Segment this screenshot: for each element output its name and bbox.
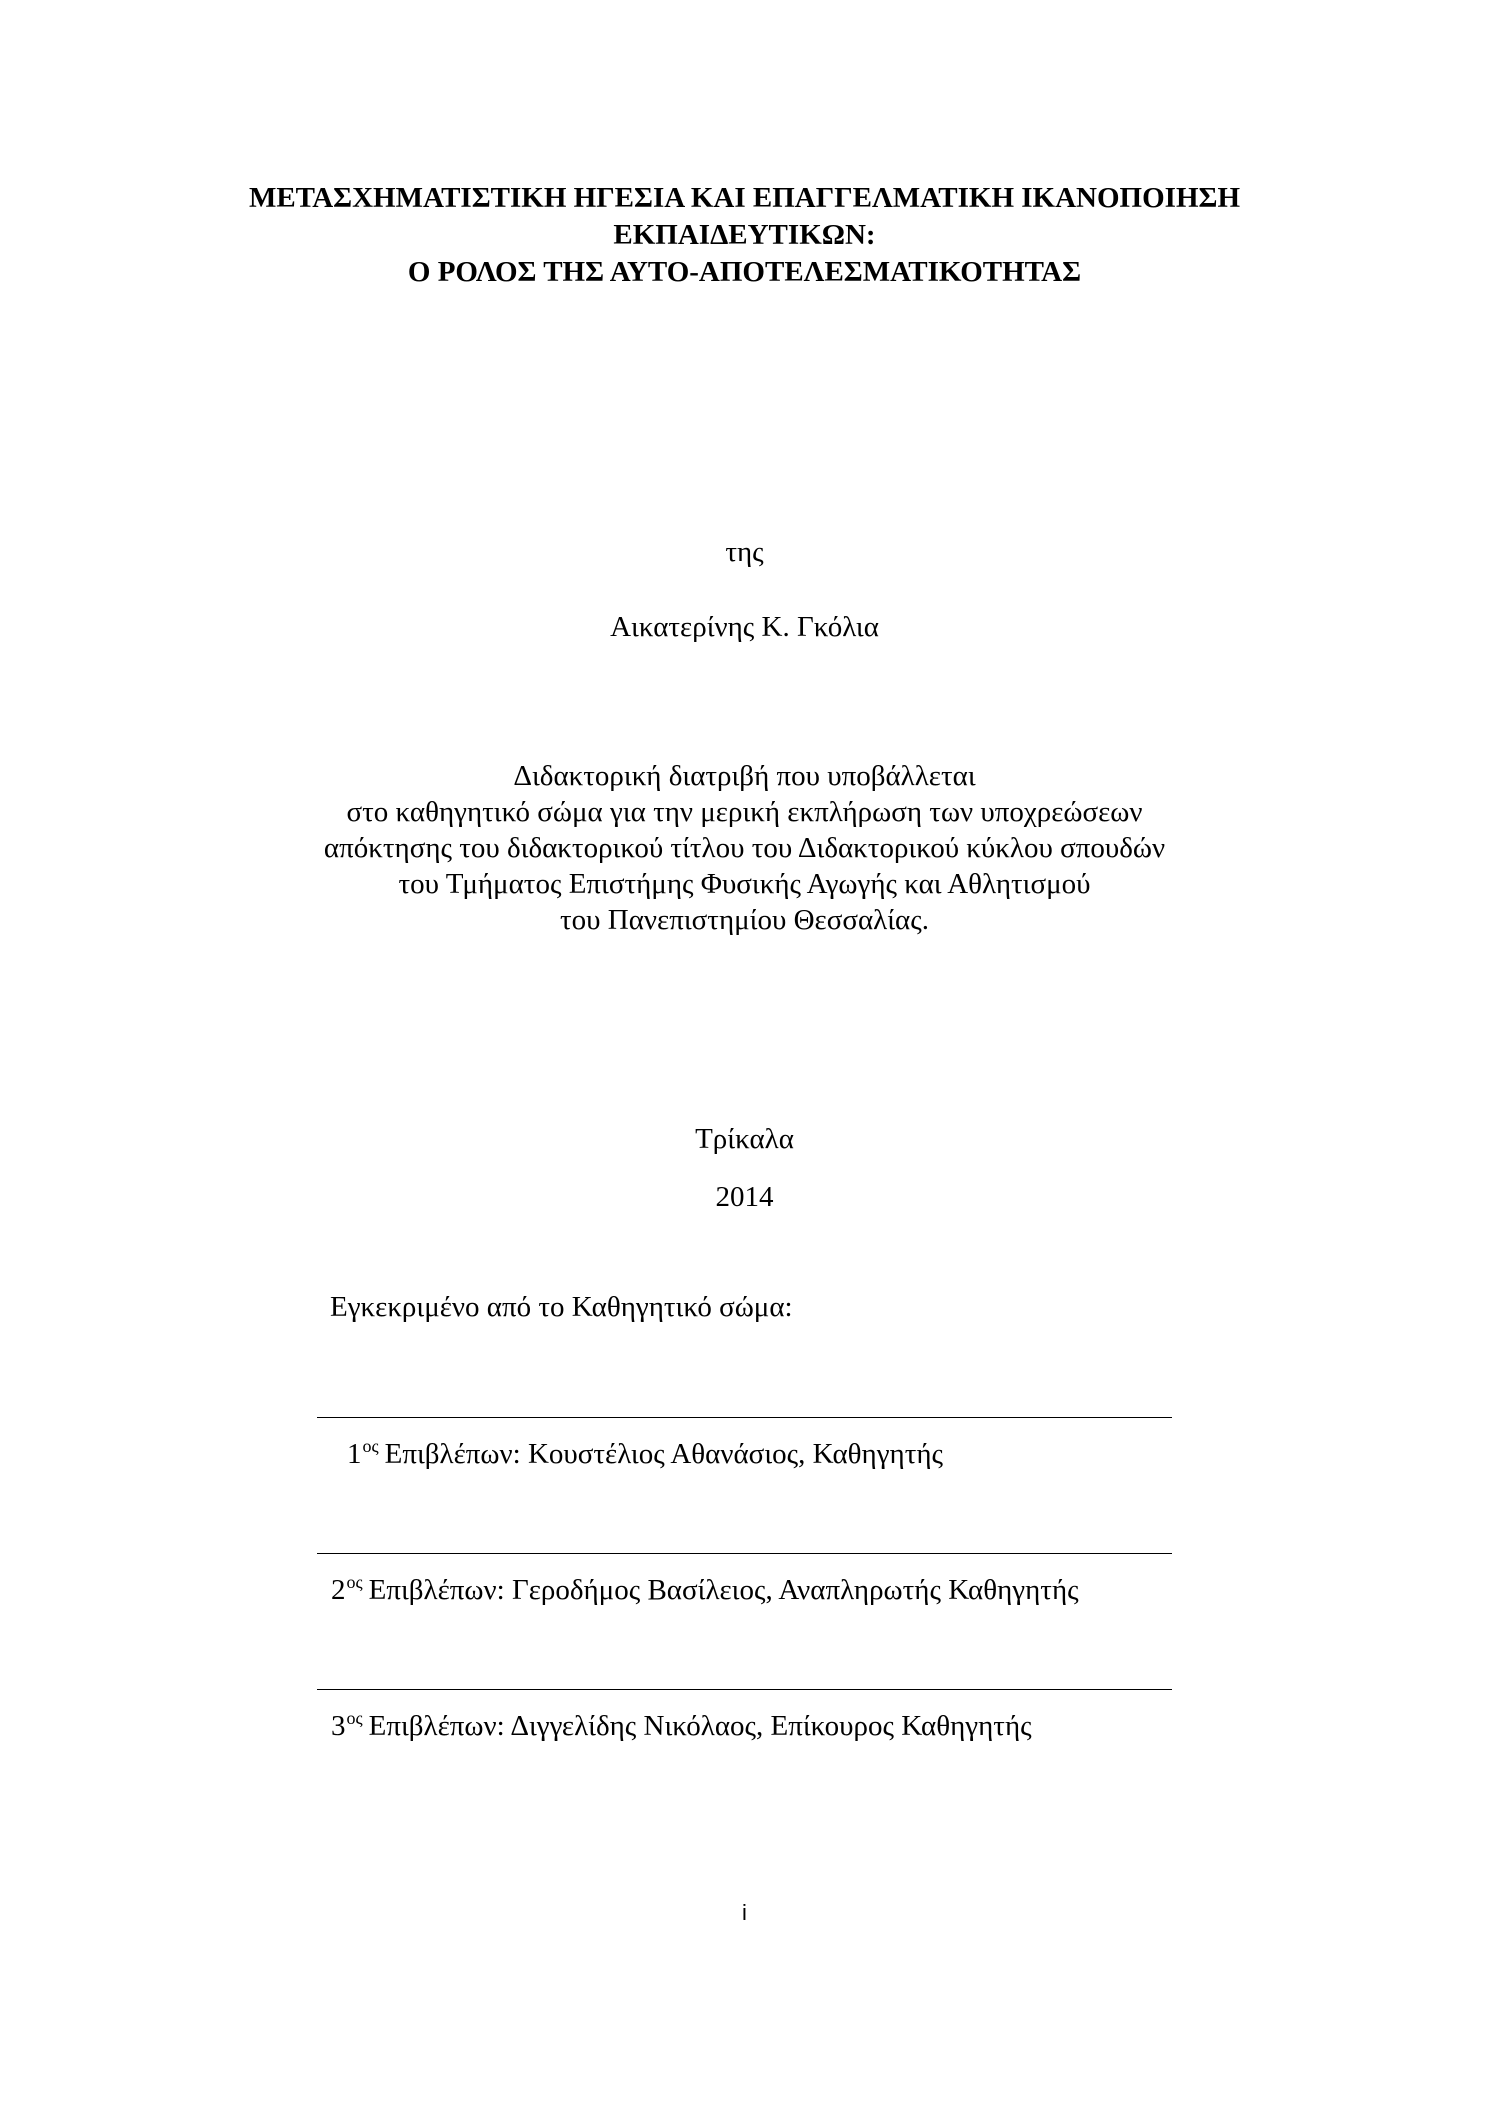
approved-by-label: Εγκεκριμένο από το Καθηγητικό σώμα: (330, 1291, 793, 1323)
title-line-3: Ο ΡΟΛΟΣ ΤΗΣ ΑΥΤΟ-ΑΠΟΤΕΛΕΣΜΑΤΙΚΟΤΗΤΑΣ (407, 256, 1082, 288)
supervisor-text: Επιβλέπων: Γεροδήμος Βασίλειος, Αναπληρωτής Καθηγητής (368, 1574, 1079, 1606)
signature-line-2 (317, 1553, 1172, 1554)
description-line-5: του Πανεπιστημίου Θεσσαλίας. (560, 904, 929, 936)
year: 2014 (715, 1181, 774, 1213)
city: Τρίκαλα (695, 1123, 794, 1155)
supervisor-text: Επιβλέπων: Κουστέλιος Αθανάσιος, Καθηγητής (384, 1438, 944, 1470)
description-line-2: στο καθηγητικό σώμα για την μερική εκπλήρωση των υποχρεώσεων (346, 796, 1143, 828)
supervisor-number: 2 (331, 1574, 346, 1606)
supervisor-3 (331, 1709, 1032, 1743)
signature-line-1 (317, 1417, 1172, 1418)
thesis-title (0, 180, 1489, 291)
description-line-3: απόκτησης του διδακτορικού τίτλου του Διδακτορικού κύκλου σπουδών (323, 832, 1166, 864)
thesis-description (0, 758, 1489, 938)
author-name: Αικατερίνης Κ. Γκόλια (610, 611, 879, 643)
title-line-1: ΜΕΤΑΣΧΗΜΑΤΙΣΤΙΚΗ ΗΓΕΣΙΑ ΚΑΙ ΕΠΑΓΓΕΛΜΑΤΙΚΗ ΙΚΑΝΟΠΟΙΗΣΗ (248, 182, 1241, 214)
supervisor-ordinal: ος (346, 1572, 363, 1593)
supervisor-2 (331, 1573, 1079, 1607)
by-word: της (725, 536, 764, 568)
page-number: i (742, 1900, 747, 1925)
supervisor-1 (347, 1437, 943, 1471)
description-line-4: του Τμήματος Επιστήμης Φυσικής Αγωγής και Αθλητισμού (398, 868, 1091, 900)
signature-line-3 (317, 1689, 1172, 1690)
supervisor-number: 1 (347, 1438, 362, 1470)
title-line-2: ΕΚΠΑΙΔΕΥΤΙΚΩΝ: (613, 219, 876, 251)
description-line-1: Διδακτορική διατριβή που υποβάλλεται (513, 760, 976, 792)
supervisor-text: Επιβλέπων: Διγγελίδης Νικόλαος, Επίκουρος Καθηγητής (368, 1710, 1032, 1742)
supervisor-number: 3 (331, 1710, 346, 1742)
supervisor-ordinal: ος (362, 1436, 379, 1457)
supervisor-ordinal: ος (346, 1708, 363, 1729)
